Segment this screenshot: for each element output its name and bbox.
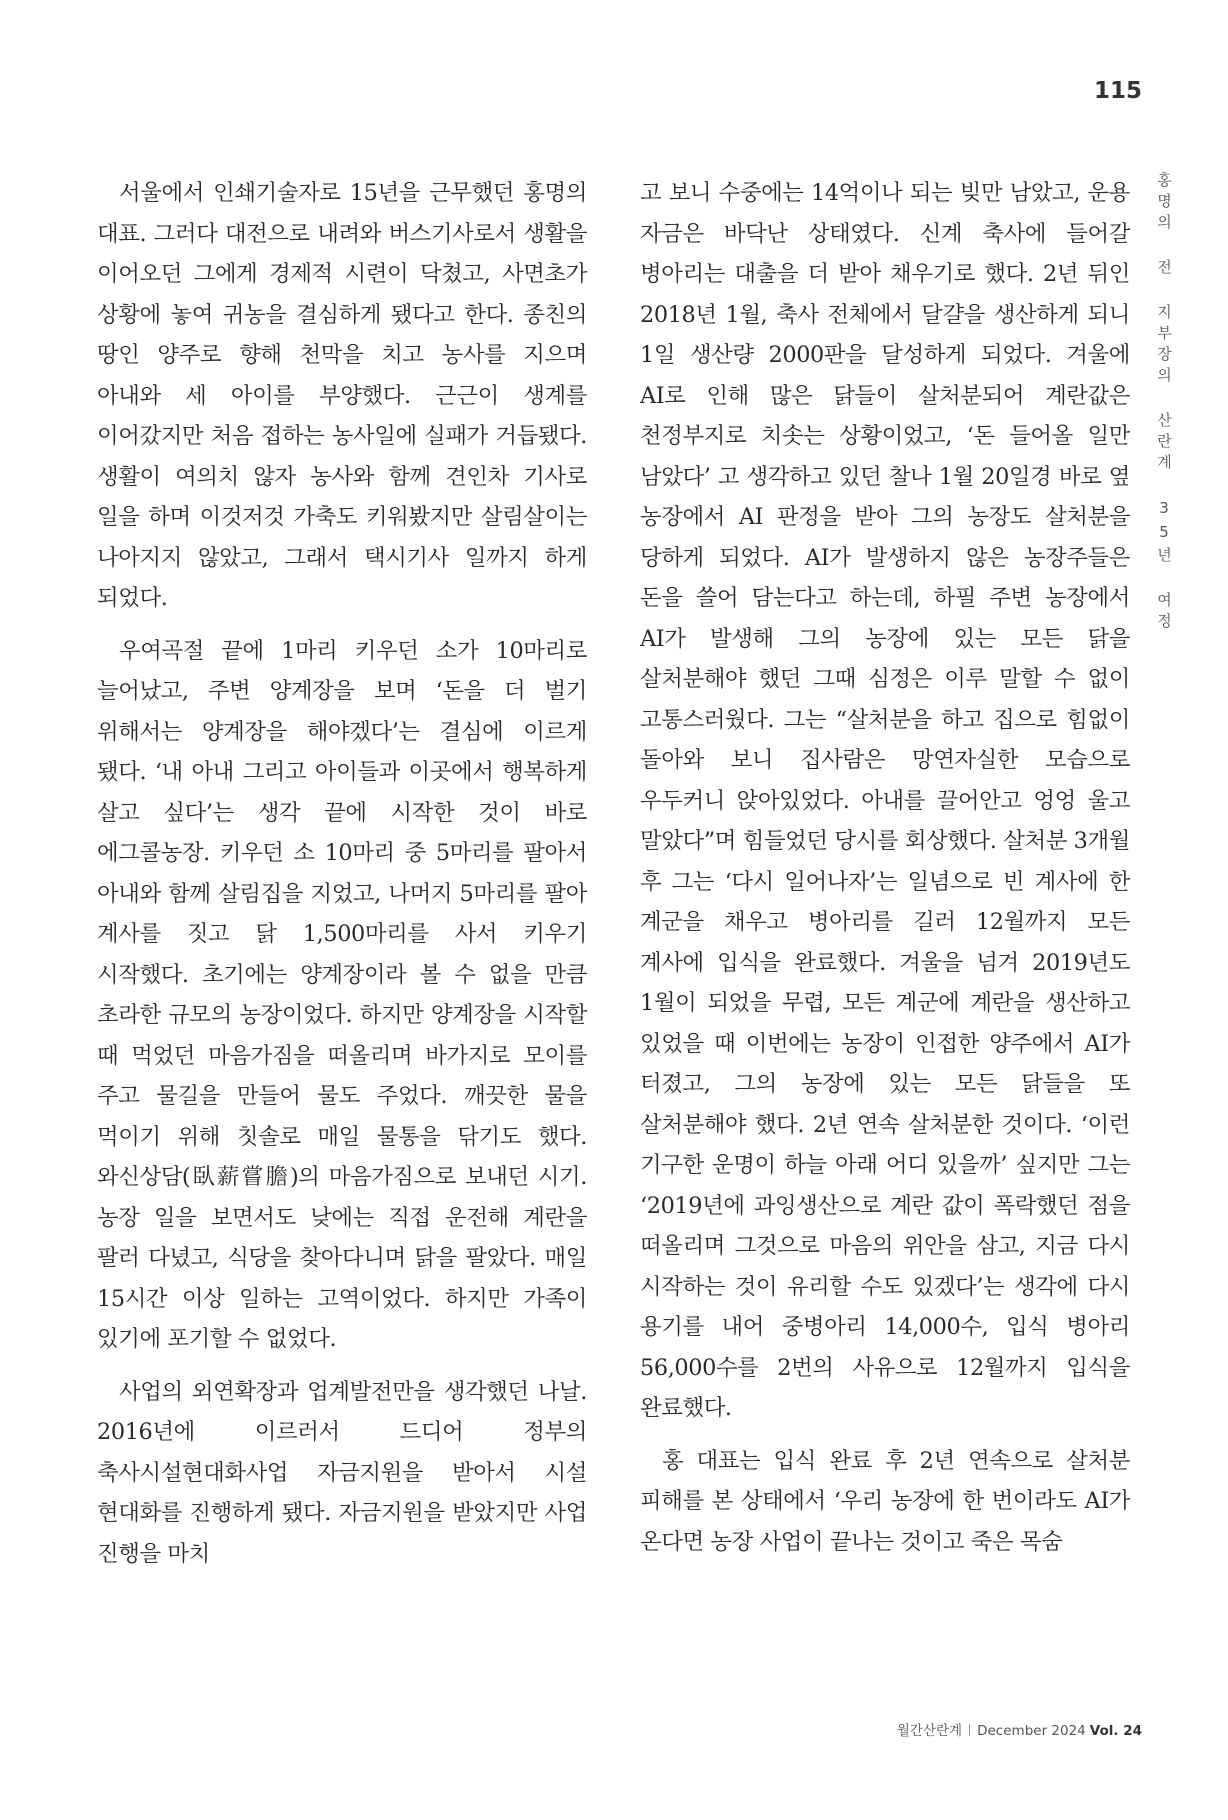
paragraph: 우여곡절 끝에 1마리 키우던 소가 10마리로 늘어났고, 주변 양계장을 보며 ‘돈을 더 벌기 위해서는 양계장을 해야겠다’는 결심에 이르게 됐다. ‘내 아내 그리고 아이들과 이곳에서 행복하게 살고 싶다’는 생각 끝에 시작한 것이 바로 에그콜농장. 키우던 소 10마리 중 5마리를 팔아서 아내와 함께 살림집을 지었고, 나머지 5마리를 팔아 계사를 짓고 닭 1,500마리를 사서 키우기 시작했다. 초기에는 양계장이라 볼 수 없을 만큼 초라한 규모의 농장이었다. 하지만 양계장을 시작할 때 먹었던 마음가짐을 떠올리며 바가지로 모이를 주고 물길을 만들어 물도 주었다. 깨끗한 물을 먹이기 위해 칫솔로 매일 물통을 닦기도 했다. 와신상담(臥薪嘗膽)의 마음가짐으로 보내던 시기. 농장 일을 보면서도 낮에는 직접 운전해 계란을 팔러 다녔고, 식당을 찾아다니며 닭을 팔았다. 매일 15시간 이상 일하는 고역이었다. 하지만 가족이 있기에 포기할 수 없었다.	[97, 637, 587, 1352]
paragraph: 고 보니 수중에는 14억이나 되는 빚만 남았고, 운용 자금은 바닥난 상태였다. 신계 축사에 들어갈 병아리는 대출을 더 받아 채우기로 했다. 2년 뒤인 2018년 1월, 축사 전체에서 달걀을 생산하게 되니 1일 생산량 2000판을 달성하게 되었다. 겨울에 AI로 인해 많은 닭들이 살처분되어 계란값은 천정부지로 치솟는 상황이었고, ‘돈 들어올 일만 남았다’ 고 생각하고 있던 찰나 1월 20일경 바로 옆 농장에서 AI 판정을 받아 그의 농장도 살처분을 당하게 되었다. AI가 발생하지 않은 농장주들은 돈을 쓸어 담는다고 하는데, 하필 주변 농장에서 AI가 발생해 그의 농장에 있는 모든 닭을 살처분해야 했던 그때 심정은 이루 말할 수 없이 고통스러웠다. 그는 “살처분을 하고 집으로 힘없이 돌아와 보니 집사람은 망연자실한 모습으로 우두커니 앉아있었다. 아내를 끌어안고 엉엉 울고 말았다”며 힘들었던 당시를 회상했다. 살처분 3개월 후 그는 ‘다시 일어나자’는 일념으로 빈 계사에 한 계군을 채우고 병아리를 길러 12월까지 모든 계사에 입식을 완료했다. 겨울을 넘겨 2019년도 1월이 되었을 무렵, 모든 계군에 계란을 생산하고 있었을 때 이번에는 농장이 인접한 양주에서 AI가 터졌고, 그의 농장에 있는 모든 닭들을 또 살처분해야 했다. 2년 연속 살처분한 것이다. ‘이런 기구한 운명이 하늘 아래 어디 있을까’ 싶지만 그는 ‘2019년에 과잉생산으로 계란 값이 폭락했던 점을 떠올리며 그것으로 마음의 위안을 삼고, 지금 다시 시작하는 것이 유리할 수도 있겠다’는 생각에 다시 용기를 내어 중병아리 14,000수, 입식 병아리 56,000수를 2번의 사유으로 12월까지 입식을 완료했다.	[640, 180, 1130, 1421]
running-section-title: 홍명의 전 지부장의 산란계 35년 여정	[1155, 172, 1173, 634]
page-number: 115	[1093, 78, 1142, 104]
paragraph: 서울에서 인쇄기술자로 15년을 근무했던 홍명의 대표. 그러다 대전으로 내려와 버스기사로서 생활을 이어오던 그에게 경제적 시련이 닥쳤고, 사면초가 상황에 놓여 귀농을 결심하게 됐다고 한다. 종친의 땅인 양주로 향해 천막을 치고 농사를 지으며 아내와 세 아이를 부양했다. 근근이 생계를 이어갔지만 처음 접하는 농사일에 실패가 거듭됐다. 생활이 여의치 않자 농사와 함께 견인차 기사로 일을 하며 이것저것 가축도 키워봤지만 살림살이는 나아지지 않았고, 그래서 택시기사 일까지 하게 되었다.	[97, 180, 587, 611]
magazine-name: 월간산란계	[896, 1723, 963, 1739]
paragraph: 홍 대표는 입식 완료 후 2년 연속으로 살처분 피해를 본 상태에서 ‘우리 농장에 한 번이라도 AI가 온다면 농장 사업이 끝나는 것이고 죽은 목숨	[640, 1447, 1130, 1555]
article-column-left	[97, 173, 587, 1586]
footer-divider	[969, 1724, 970, 1736]
page-footer	[897, 1719, 1142, 1739]
paragraph: 사업의 외연확장과 업계발전만을 생각했던 나날. 2016년에 이르러서 드디어 정부의 축사시설현대화사업 자금지원을 받아서 시설 현대화를 진행하게 됐다. 자금지원을 받았지만 사업 진행을 마치	[97, 1378, 587, 1567]
issue-volume: Vol. 24	[1089, 1723, 1142, 1739]
article-column-right	[640, 173, 1130, 1574]
issue-date: December 2024	[977, 1723, 1086, 1739]
